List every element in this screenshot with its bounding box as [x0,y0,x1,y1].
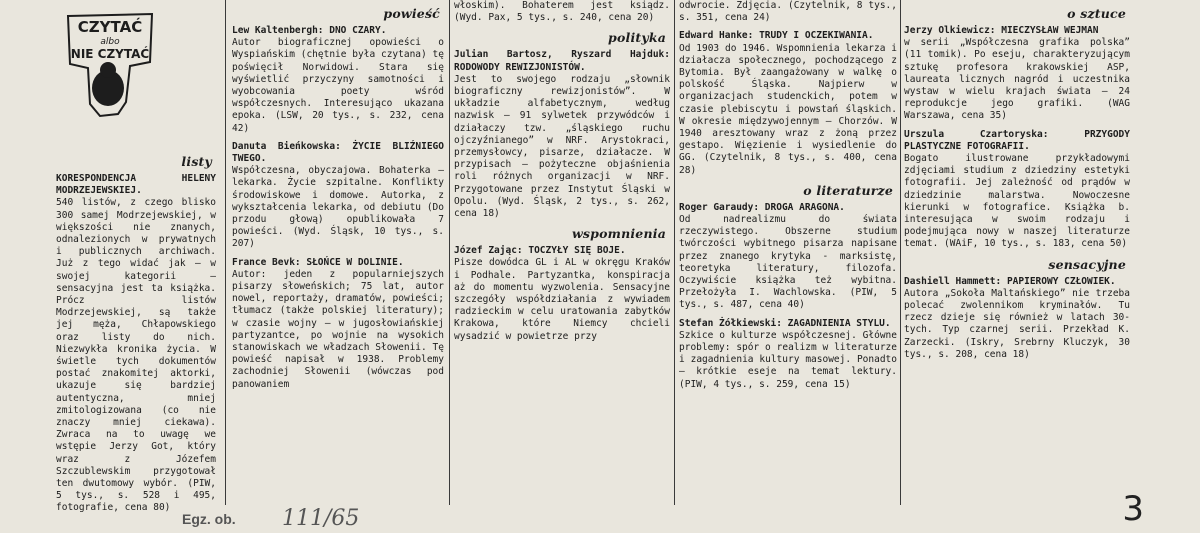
column-listy [56,0,216,514]
review-mieczyslaw-wejman [904,25,1130,123]
review-title: Edward Hanke: TRUDY I OCZEKIWANIA. [679,30,874,42]
column-powiesc [232,0,444,505]
review-body: Od nadrealizmu do świata rzeczywistego. Obszerne studium twórczości wybitnego pisarza napisane przez znanego krytyka - marksistę, teoretyka literatury, filozofa. Oczywiście książka też wybitna. Przełożyła I. Wachlowska. (PIW, 5 tys., s. 487, cena 40) [679,214,897,311]
review-body: Szkice o kulturze współczesnej. Główne problemy: spór o realizm w literaturze i zagadnienia kultury masowej. Ponadto — krótkie eseje na temat lektury. (PIW, 4 tys., s. 259, cena 15) [679,329,897,390]
review-zycie-blizniego [232,141,444,251]
review-korespondencja [56,173,216,515]
review-body: Współczesna, obyczajowa. Bohaterka — lekarka. Życie szpitalne. Konflikty środowiskowe i domowe. Autorka, z wykształcenia lekarka, od debiutu (Do przodu głową) opublikowała 7 powieści. (Wyd. Śląsk, 10 tys., s. 207) [232,165,444,250]
section-heading-polityka: polityka [608,30,666,46]
review-papierowy-czlowiek [904,276,1130,361]
review-body: Pisze dowódca GL i AL w okręgu Kraków i Podhale. Partyzantka, konspiracja aż do momentu wyzwolenia. Sensacyjne szczegóły współdziałania z wywiadem radzieckim w celu uratowania zabytków Krakowa, które Niemcy chcieli wysadzić w powietrze przy [454,257,670,342]
review-trudy-i-oczekiwania [679,30,897,176]
review-title: Józef Zając: TOCZYŁY SIĘ BOJE. [454,245,626,257]
review-droga-aragona [679,202,897,312]
continued-text: odwrocie. Zdjęcia. (Czytelnik, 8 tys., s. 351, cena 24) [679,0,897,24]
column-o-literaturze [679,0,897,505]
review-przygody-plastyczne [904,129,1130,251]
review-body: Od 1903 do 1946. Wspomnienia lekarza i działacza społecznego, pochodzącego z Bytomia. Był zaangażowany w walkę o polskość Śląska. Najpierw w organizacjach studenckich, potem w czasie plebiscytu i powstań śląskich. W okresie międzywojennym — Chorzów. W 1940 aresztowany wraz z żoną przez gestapo. Więzienie i wysiedlenie do GG. (Czytelnik, 8 tys., s. 400, cena 28) [679,42,897,176]
review-title: KORESPONDENCJA HELENY MODRZEJEWSKIEJ. [56,173,216,197]
review-title: Dashiell Hammett: PAPIEROWY CZŁOWIEK. [904,275,1116,287]
column-o-sztuce [904,0,1130,505]
review-zagadnienia-stylu [679,318,897,391]
review-dno-czary [232,25,444,135]
review-title: Jerzy Olkiewicz: MIECZYSŁAW WEJMAN [904,25,1099,36]
handwritten-number: 111/65 [282,506,360,531]
section-heading-powiesc: powieść [383,6,440,21]
logo-line2: albo [100,37,120,47]
column-rule [225,0,226,505]
review-body: w serii „Współczesna grafika polska” (11 tomik). Po eseju, charakteryzującym sztukę profesora krakowskiej ASP, laureata licznych nagród i uczestnika wystaw w wielu krajach świata — 24 reprodukcje jego grafiki. (WAG Warszawa, cena 35) [904,37,1130,122]
review-body: Autora „Sokoła Maltańskiego” nie trzeba polecać zwolennikom kryminałów. Tu rzecz dzieje się również w latach 30-tych. Typ czarnej serii. Przekład K. Zarzecki. (Iskry, Srebrny Kluczyk, 30 tys., s. 208, cena 18) [904,287,1130,360]
section-heading-o-sztuce: o sztuce [1067,6,1126,21]
review-title: France Bevk: SŁOŃCE W DOLINIE. [232,256,404,268]
logo-line3: NIE CZYTAĆ [70,47,150,61]
review-body: 540 listów, z czego blisko 300 samej Modrzejewskiej, w większości nie znanych, odnalezionych w prywatnych i publicznych archiwach. Już z tego widać jak — w swojej kategorii — sensacyjna jest ta książka. Prócz listów Modrzejewskiej, są także jej męża, Chłapowskiego oraz listy do nich. Niezwykła kronika życia. W świetle tych dokumentów postać znakomitej aktorki, ukazuje się bardziej autentyczna, mniej zmitologizowana (co nie znaczy mniej ciekawa). Zwraca na to uwagę we wstępie Jerzy Got, który wraz z Józefem Szczublewskim przygotował ten dwutomowy wybór. (PIW, 5 tys., s. 528 i 495, fotografie, cena 80) [56,197,216,514]
handwritten-annotation [278,501,360,531]
column-rule [900,0,901,505]
archive-stamp: Egz. ob. [182,511,236,527]
review-rodowody [454,49,670,220]
section-heading-listy: listy [181,154,212,169]
review-body: Autor biograficznej opowieści o Wyspiańskim (chętnie była czytana) tę poświęcił Norwidowi. Stara się wyświetlić przyczyny samotności i wyobcowania poety wśród współczesnych. Interesująco ukazana epoka. (LSW, 20 tys., s. 232, cena 42) [232,37,444,134]
review-title: Julian Bartosz, Ryszard Hajduk: RODOWODY REWIZJONISTÓW. [454,49,670,73]
review-title: Danuta Bieńkowska: ŻYCIE BLIŹNIEGO TWEGO. [232,140,444,165]
column-polityka [454,0,670,505]
review-body: Jest to swojego rodzaju „słownik biograficzny rewizjonistów”. W układzie alfabetycznym, według nazwisk — 91 sylwetek przywódców i działaczy tzw. „śląskiego ruchu ojczyźnianego” w NRF. Arystokraci, przemysłowcy, pisarze, działacze. W przypisach — pożyteczne objaśnienia roli różnych organizacji w NRF. Przygotowane przez Instytut Śląski w Opolu. (Wyd. Śląsk, 2 tys., s. 262, cena 18) [454,73,670,220]
column-rule [674,0,675,505]
section-heading-o-literaturze: o literaturze [803,182,893,198]
continued-text: włoskim). Bohaterem jest ksiądz. (Wyd. Pax, 5 tys., s. 240, cena 20) [454,0,670,24]
review-toczyly-sie-boje [454,245,670,343]
page-number: 3 [1122,489,1144,529]
logo-line1: CZYTAĆ [77,18,143,36]
review-title: Stefan Żółkiewski: ZAGADNIENIA STYLU. [679,317,891,329]
review-body: Bogato ilustrowane przykładowymi zdjęciami studium z dziedziny estetyki fotografii. Jej zależność od prądów w dziedzinie malarstwa. Nowoczesne kierunki w fotografice. Książka b. interesująca w swoim rodzaju i podejmująca nowy w naszej literaturze temat. (WAiF, 10 tys., s. 183, cena 50) [904,153,1130,250]
review-title: Urszula Czartoryska: PRZYGODY PLASTYCZNE FOTOGRAFII. [904,128,1130,152]
review-slonce-w-dolinie [232,257,444,391]
section-heading-sensacyjne: sensacyjne [1048,256,1126,272]
review-title: Roger Garaudy: DROGA ARAGONA. [679,201,845,213]
section-heading-wspomnienia: wspomnienia [571,226,666,242]
review-title: Lew Kaltenbergh: DNO CZARY. [232,25,387,36]
column-rule [449,0,450,505]
review-body: Autor: jeden z popularniejszych pisarzy słoweńskich; 75 lat, autor nowel, reportaży, dramatów, powieści; tłumacz (także polskiej literatury); w czasie wojny — w jugosłowiańskiej partyzantce, po wojnie na wysokich stanowiskach we władzach Słowenii. Tę powieść napisał w 1938. Problemy zachodniej Słowenii (wówczas pod panowaniem [232,268,444,390]
